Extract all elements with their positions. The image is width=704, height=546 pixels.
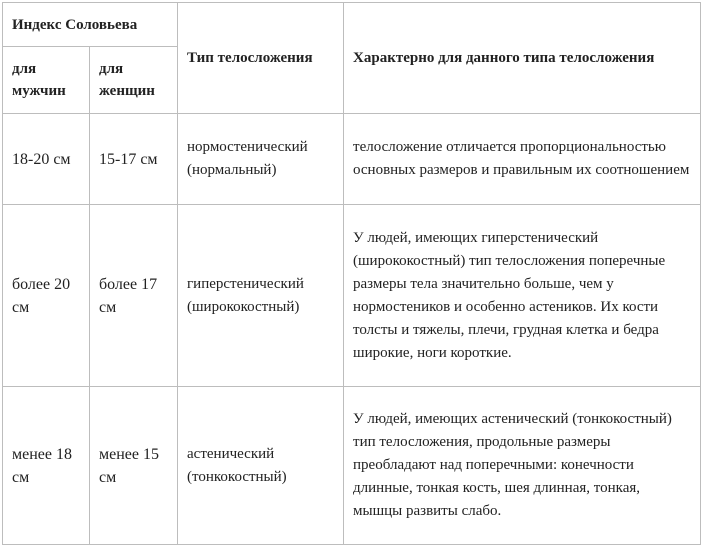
cell-men: более 20 см bbox=[3, 205, 90, 387]
header-characteristic: Характерно для данного типа телосложения bbox=[344, 3, 701, 114]
cell-women: более 17 см bbox=[90, 205, 178, 387]
header-row-1 bbox=[3, 3, 701, 47]
cell-description: телосложение отличается пропорциональностью основных размеров и правильным их соотношением bbox=[344, 114, 701, 205]
header-women: для женщин bbox=[90, 47, 178, 114]
table-row bbox=[3, 114, 701, 205]
cell-type: астенический (тонкокостный) bbox=[178, 387, 344, 545]
cell-description: У людей, имеющих астенический (тонкокостный) тип телосложения, продольные размеры преобладают над поперечными: конечности длинные, тонкая кость, шея длинная, тонкая, мышцы развиты слабо. bbox=[344, 387, 701, 545]
cell-women: 15-17 см bbox=[90, 114, 178, 205]
cell-men: 18-20 см bbox=[3, 114, 90, 205]
cell-type: нормостенический (нормальный) bbox=[178, 114, 344, 205]
header-men: для мужчин bbox=[3, 47, 90, 114]
table-row bbox=[3, 205, 701, 387]
cell-men: менее 18 см bbox=[3, 387, 90, 545]
cell-women: менее 15 см bbox=[90, 387, 178, 545]
table-row bbox=[3, 387, 701, 545]
cell-type: гиперстенический (ширококостный) bbox=[178, 205, 344, 387]
header-body-type: Тип телосложения bbox=[178, 3, 344, 114]
cell-description: У людей, имеющих гиперстенический (ширококостный) тип телосложения поперечные размеры тела значительно больше, чем у нормостеников и особенно астеников. Их кости толсты и тяжелы, плечи, грудная клетка и бедра широкие, ноги короткие. bbox=[344, 205, 701, 387]
body-type-table bbox=[2, 2, 701, 545]
header-solovyev-index: Индекс Соловьева bbox=[3, 3, 178, 47]
